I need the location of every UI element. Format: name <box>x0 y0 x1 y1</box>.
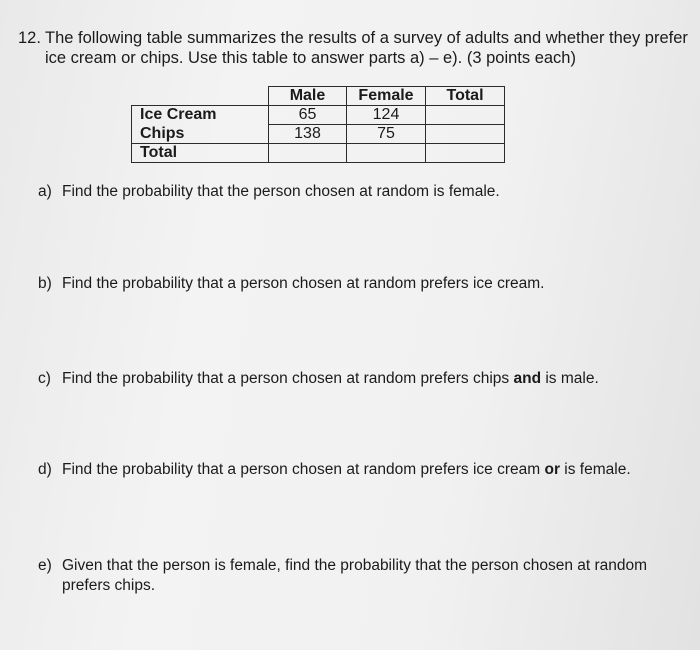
question-text: The following table summarizes the results of a survey of adults and whether they prefer ice cream or chips. Use this table to answer parts a) – e). (3 points each) <box>45 29 688 67</box>
question-header <box>18 28 688 68</box>
cell-ice-cream-female: 124 <box>347 106 426 125</box>
part-b-label: b) <box>38 275 52 292</box>
part-c-text <box>62 369 688 389</box>
part-a-text: Find the probability that the person chosen at random is female. <box>62 183 500 200</box>
cell-ice-cream-total <box>426 106 505 125</box>
table-row <box>132 144 505 163</box>
cell-total-male <box>269 144 347 163</box>
question-number: 12. <box>18 29 41 47</box>
row-header-chips: Chips <box>132 125 269 144</box>
table-header-row <box>132 87 505 106</box>
part-b <box>38 274 688 294</box>
part-d <box>38 460 688 480</box>
cell-chips-male: 138 <box>269 125 347 144</box>
part-e <box>38 556 688 596</box>
part-d-text-before: Find the probability that a person chosen at random prefers ice cream <box>62 461 545 478</box>
cell-chips-female: 75 <box>347 125 426 144</box>
column-header-total: Total <box>426 87 505 106</box>
part-a-label: a) <box>38 183 52 200</box>
part-e-label: e) <box>38 557 52 574</box>
cell-chips-total <box>426 125 505 144</box>
part-b-text: Find the probability that a person chosen at random prefers ice cream. <box>62 275 545 292</box>
part-d-text <box>62 460 688 480</box>
part-d-text-after: is female. <box>559 461 631 478</box>
cell-total-total <box>426 144 505 163</box>
table-row <box>132 106 505 125</box>
cell-ice-cream-male: 65 <box>269 106 347 125</box>
row-header-ice-cream: Ice Cream <box>132 106 269 125</box>
part-c-label: c) <box>38 370 51 387</box>
part-d-emphasis: or <box>544 461 560 478</box>
part-c-emphasis: and <box>513 370 542 387</box>
part-d-label: d) <box>38 461 52 478</box>
part-a <box>38 182 688 202</box>
table-corner-cell <box>132 87 269 106</box>
row-header-total: Total <box>132 144 269 163</box>
table-row <box>132 125 505 144</box>
cell-total-female <box>347 144 426 163</box>
part-c <box>38 369 688 389</box>
column-header-female: Female <box>347 87 426 106</box>
part-c-text-after: is male. <box>541 370 599 387</box>
part-c-text-before: Find the probability that a person chosen at random prefers chips <box>62 370 514 387</box>
survey-table <box>131 86 505 163</box>
part-e-text: Given that the person is female, find the probability that the person chosen at random prefers chips. <box>62 557 648 594</box>
column-header-male: Male <box>269 87 347 106</box>
